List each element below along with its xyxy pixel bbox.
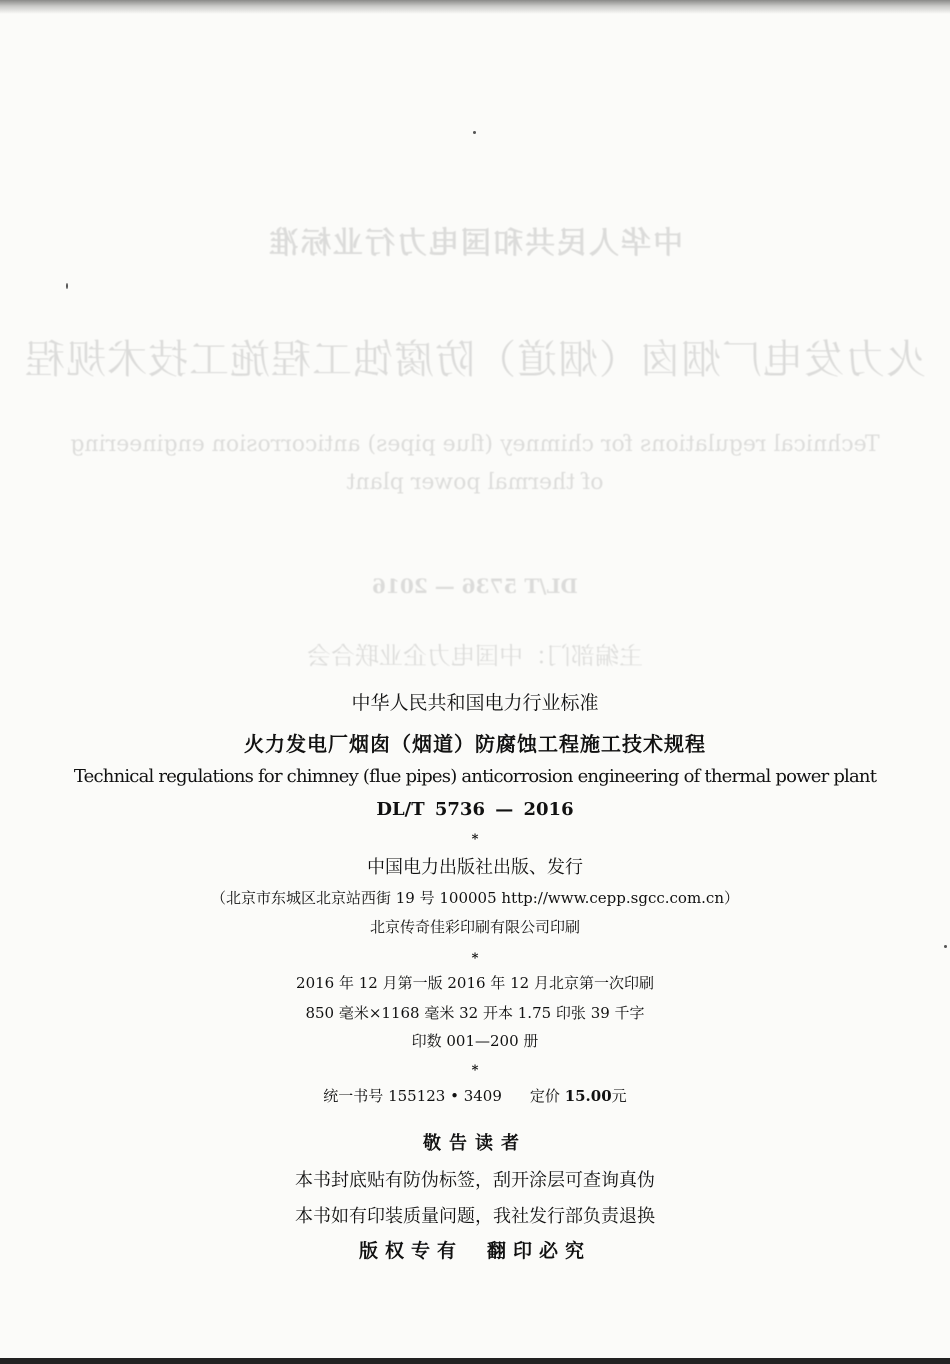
standard-code: DL/T 5736 — 2016 xyxy=(376,799,574,820)
isbn-number: 统一书号 155123 • 3409 xyxy=(323,1087,502,1105)
notice-line: 本书封底贴有防伪标签，刮开涂层可查询真伪 xyxy=(295,1170,655,1191)
separator-star: * xyxy=(471,832,479,847)
edition-info: 2016 年 12 月第一版 2016 年 12 月北京第一次印刷 xyxy=(296,974,654,992)
bleed-through-text: Technical regulations for chimney (flue pipes) anticorrosion engineering xyxy=(70,432,880,457)
publisher-address: （北京市东城区北京站西街 19 号 100005 http://www.cepp.sgcc.com.cn） xyxy=(210,889,739,907)
scan-speck xyxy=(944,945,947,948)
copyright-notice xyxy=(0,1242,950,1261)
standard-category: 中华人民共和国电力行业标准 xyxy=(351,692,599,714)
scan-edge-bottom xyxy=(0,1358,950,1364)
notice-line: 本书如有印装质量问题，我社发行部负责退换 xyxy=(295,1206,655,1227)
bleed-through-text: 主编部门：中国电力企业联合会 xyxy=(307,642,643,670)
bleed-through-text: DL/T 5736 — 2016 xyxy=(372,574,578,598)
print-run: 印数 001—200 册 xyxy=(411,1032,539,1050)
price-value: 15.00 xyxy=(564,1087,612,1105)
scan-speck xyxy=(473,131,476,134)
rights-reserved: 版权专有 xyxy=(358,1240,463,1262)
notice-heading: 敬告读者 xyxy=(423,1133,527,1154)
price-label: 定价 xyxy=(529,1087,560,1105)
document-title-en: Technical regulations for chimney (flue pipes) anticorrosion engineering of thermal power plant xyxy=(73,766,877,787)
separator-star: * xyxy=(471,951,479,966)
scan-speck xyxy=(66,283,68,289)
price-unit: 元 xyxy=(611,1087,627,1105)
document-title-cn: 火力发电厂烟囱（烟道）防腐蚀工程施工技术规程 xyxy=(244,732,706,756)
scan-edge-top xyxy=(0,0,950,14)
publisher: 中国电力出版社出版、发行 xyxy=(367,857,583,878)
separator-star: * xyxy=(471,1063,479,1078)
bleed-through-text: 火力发电厂烟囱（烟道）防腐蚀工程施工技术规程 xyxy=(24,337,926,383)
bleed-through-text: 中华人民共和国电力行业标准 xyxy=(267,226,683,261)
bleed-through-text: of thermal power plant xyxy=(346,470,604,495)
format-info: 850 毫米×1168 毫米 32 开本 1.75 印张 39 千字 xyxy=(305,1004,645,1022)
printer: 北京传奇佳彩印刷有限公司印刷 xyxy=(369,918,580,936)
reprint-prohibited: 翻印必究 xyxy=(487,1240,592,1262)
isbn-price-line xyxy=(0,1089,950,1104)
